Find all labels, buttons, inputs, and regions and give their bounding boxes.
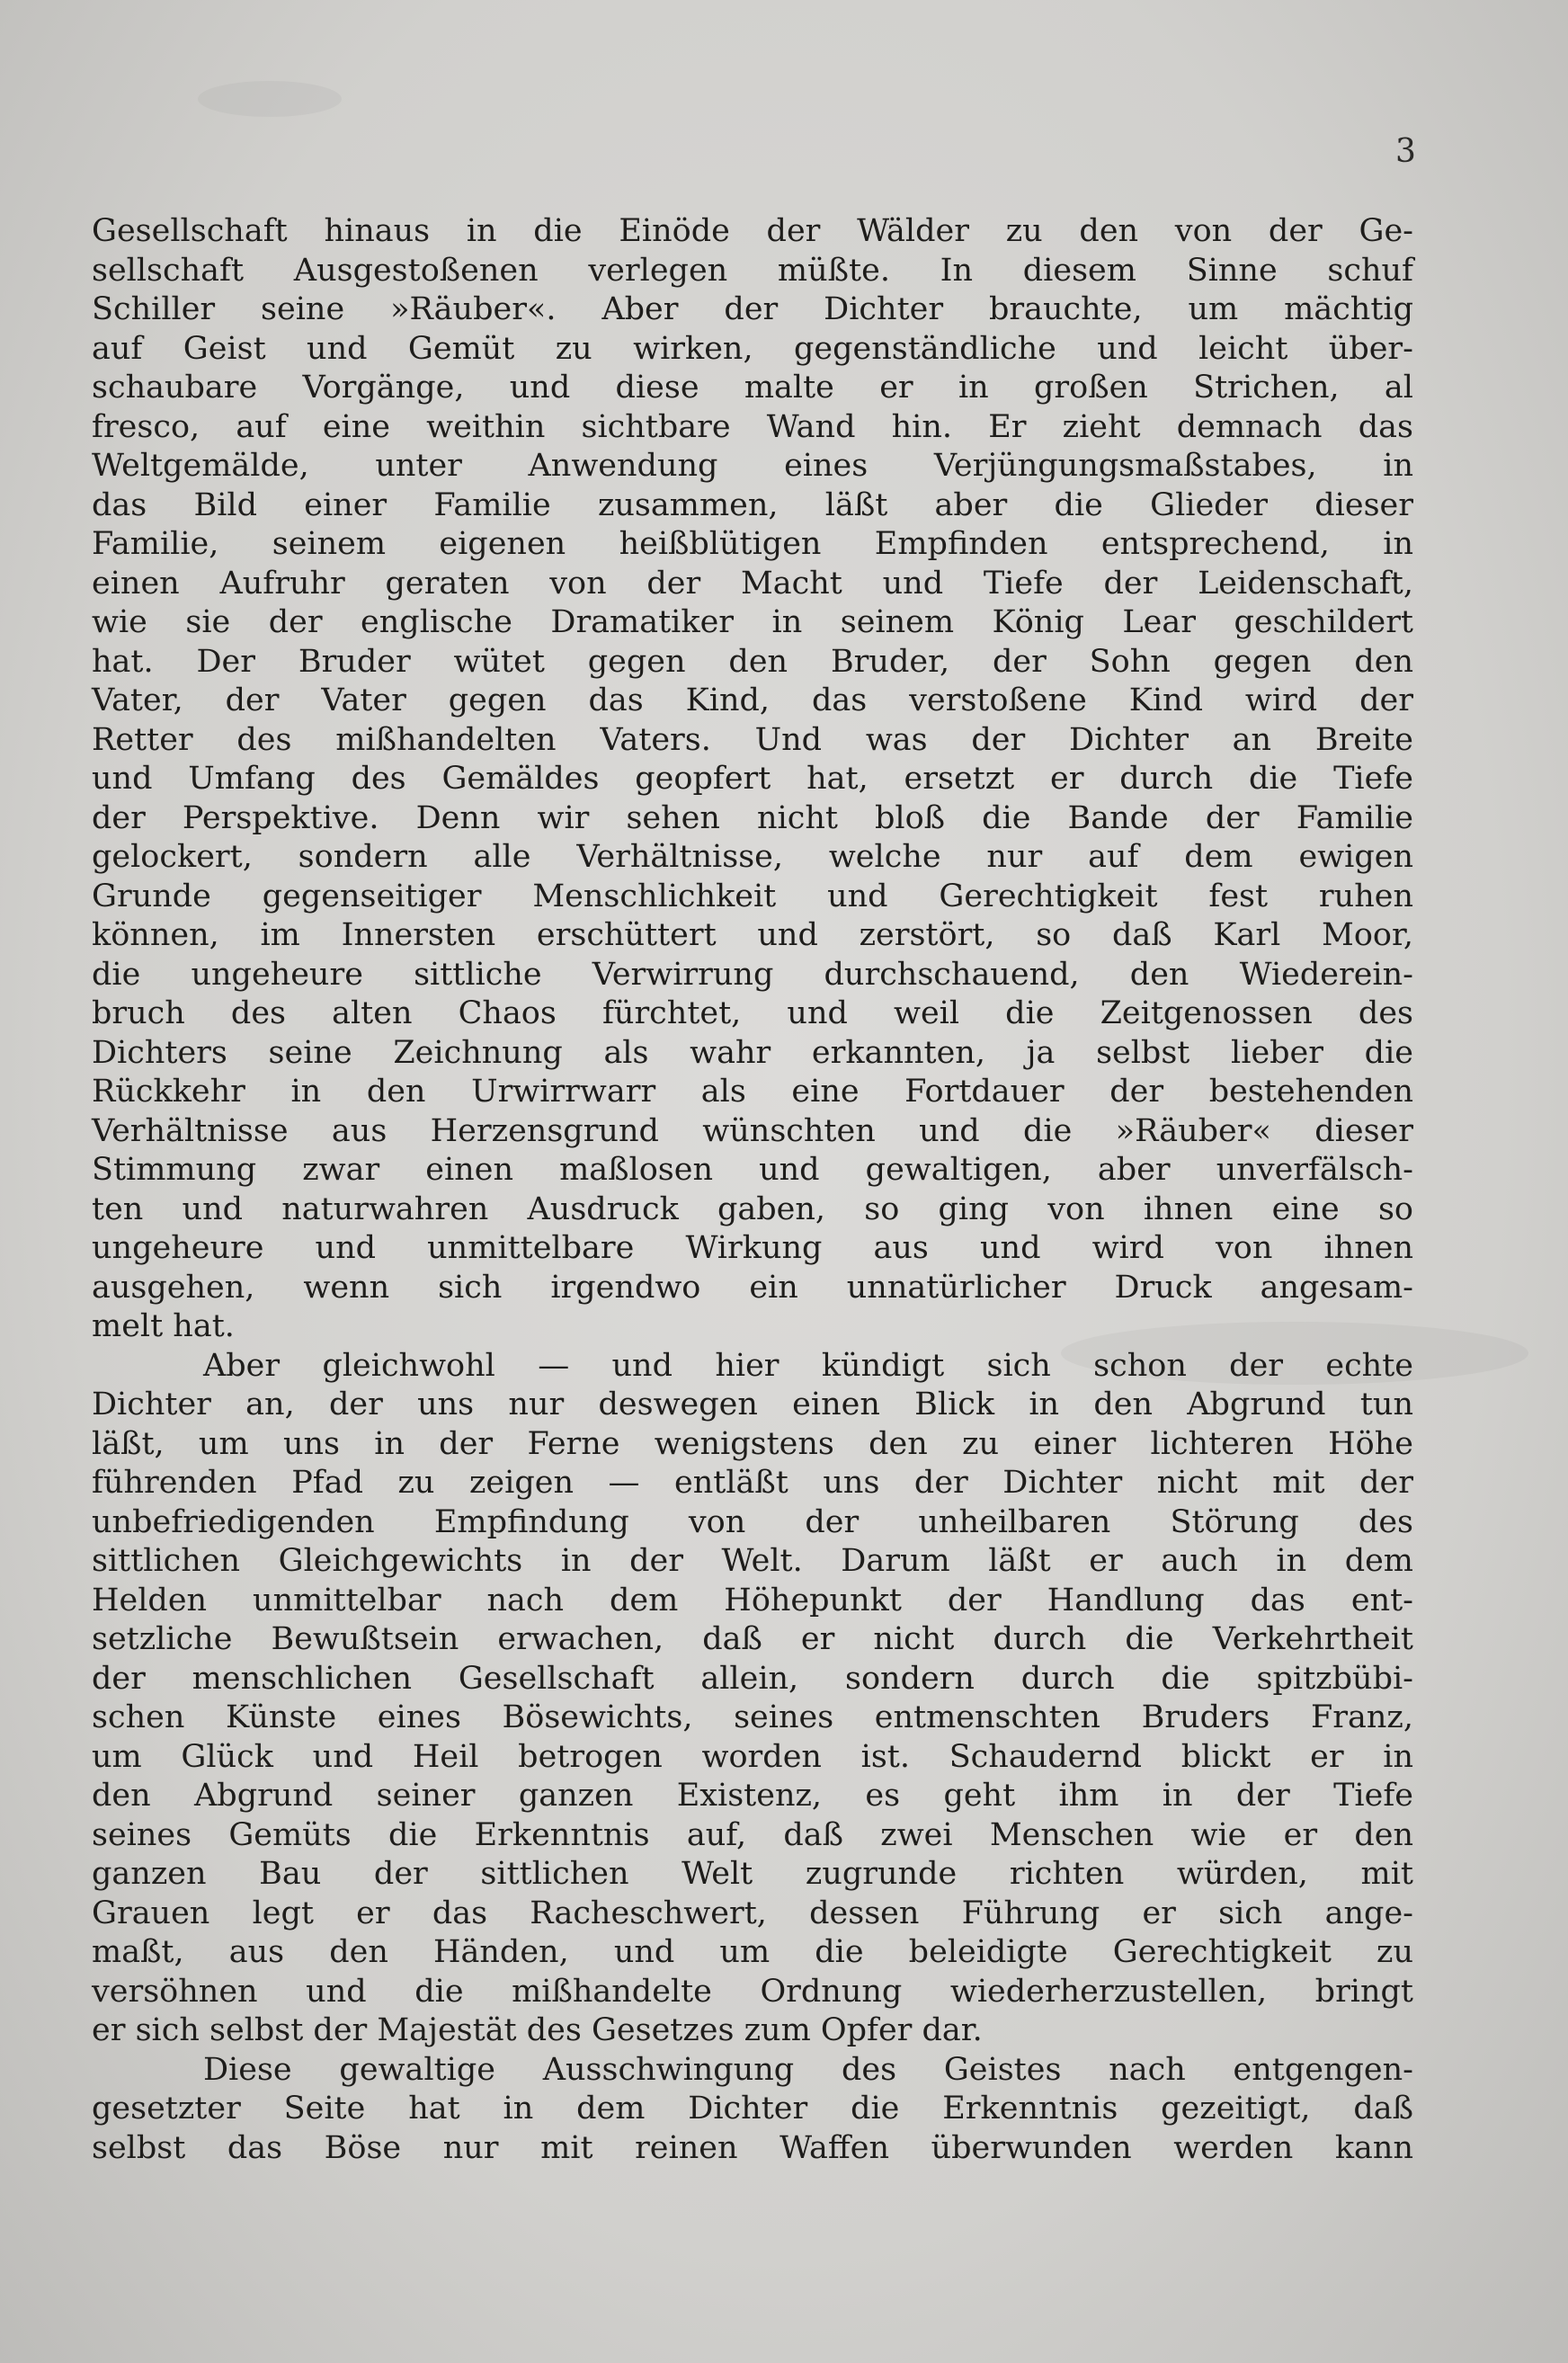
text-line: Vater, der Vater gegen das Kind, das verstoßene Kind wird der xyxy=(92,682,1413,718)
text-line: melt hat. xyxy=(92,1308,235,1344)
page-number: 3 xyxy=(1395,133,1416,170)
text-line: gesetzter Seite hat in dem Dichter die Erkenntnis gezeitigt, daß xyxy=(92,2091,1413,2127)
text-line: ungeheure und unmittelbare Wirkung aus und wird von ihnen xyxy=(92,1230,1413,1266)
text-line: der menschlichen Gesellschaft allein, sondern durch die spitzbübi- xyxy=(92,1660,1413,1697)
text-line: Gesellschaft hinaus in die Einöde der Wälder zu den von der Ge- xyxy=(92,213,1413,249)
text-line: gelockert, sondern alle Verhältnisse, welche nur auf dem ewigen xyxy=(92,839,1413,875)
text-line: das Bild einer Familie zusammen, läßt aber die Glieder dieser xyxy=(92,486,1413,523)
text-line: Verhältnisse aus Herzensgrund wünschten und die »Räuber« dieser xyxy=(92,1112,1413,1149)
text-line: schen Künste eines Bösewichts, seines entmenschten Bruders Franz, xyxy=(92,1699,1413,1735)
text-line: Grauen legt er das Racheschwert, dessen Führung er sich ange- xyxy=(92,1895,1413,1931)
text-line: seines Gemüts die Erkenntnis auf, daß zwei Menschen wie er den xyxy=(92,1816,1413,1853)
text-line: sellschaft Ausgestoßenen verlegen müßte. In diesem Sinne schuf xyxy=(92,252,1413,289)
text-line: um Glück und Heil betrogen worden ist. Schaudernd blickt er in xyxy=(92,1738,1413,1775)
text-line: die ungeheure sittliche Verwirrung durchschauend, den Wiederein- xyxy=(92,956,1413,993)
text-line: der Perspektive. Denn wir sehen nicht bloß die Bande der Familie xyxy=(92,799,1413,836)
text-line: sittlichen Gleichgewichts in der Welt. Darum läßt er auch in dem xyxy=(92,1543,1413,1579)
text-line: versöhnen und die mißhandelte Ordnung wiederherzustellen, bringt xyxy=(92,1973,1413,2010)
text-line: können, im Innersten erschüttert und zerstört, so daß Karl Moor, xyxy=(92,917,1413,953)
page-stain xyxy=(198,81,342,117)
text-line: führenden Pfad zu zeigen — entläßt uns der Dichter nicht mit der xyxy=(92,1465,1413,1501)
text-line: Retter des mißhandelten Vaters. Und was der Dichter an Breite xyxy=(92,721,1413,758)
text-line: Schiller seine »Räuber«. Aber der Dichter brauchte, um mächtig xyxy=(92,291,1413,327)
paragraph-1 xyxy=(92,212,1413,1347)
text-line: unbefriedigenden Empfindung von der unheilbaren Störung des xyxy=(92,1503,1413,1540)
body-text xyxy=(92,212,1413,2168)
text-line: ten und naturwahren Ausdruck gaben, so ging von ihnen eine so xyxy=(92,1190,1413,1227)
text-line: läßt, um uns in der Ferne wenigstens den zu einer lichteren Höhe xyxy=(92,1425,1413,1462)
text-line: wie sie der englische Dramatiker in seinem König Lear geschildert xyxy=(92,604,1413,640)
text-line: Grunde gegenseitiger Menschlichkeit und Gerechtigkeit fest ruhen xyxy=(92,878,1413,914)
text-line: Familie, seinem eigenen heißblütigen Empfinden entsprechend, in xyxy=(92,526,1413,562)
text-line: Stimmung zwar einen maßlosen und gewaltigen, aber unverfälsch- xyxy=(92,1152,1413,1188)
text-line: Helden unmittelbar nach dem Höhepunkt der Handlung das ent- xyxy=(92,1582,1413,1618)
text-line: Rückkehr in den Urwirrwarr als eine Fortdauer der bestehenden xyxy=(92,1074,1413,1110)
paragraph-3 xyxy=(92,2051,1413,2169)
text-line: den Abgrund seiner ganzen Existenz, es geht ihm in der Tiefe xyxy=(92,1778,1413,1814)
text-line: einen Aufruhr geraten von der Macht und Tiefe der Leidenschaft, xyxy=(92,565,1413,602)
text-line: er sich selbst der Majestät des Gesetzes zum Opfer dar. xyxy=(92,2012,983,2048)
text-line: setzliche Bewußtsein erwachen, daß er nicht durch die Verkehrtheit xyxy=(92,1621,1413,1657)
text-line: fresco, auf eine weithin sichtbare Wand hin. Er zieht demnach das xyxy=(92,408,1413,445)
text-line: Weltgemälde, unter Anwendung eines Verjüngungsmaßstabes, in xyxy=(92,448,1413,484)
text-line: Dichter an, der uns nur deswegen einen Blick in den Abgrund tun xyxy=(92,1387,1413,1422)
text-line: auf Geist und Gemüt zu wirken, gegenständliche und leicht über- xyxy=(92,330,1413,367)
paragraph-2 xyxy=(92,1347,1413,2051)
text-line: ganzen Bau der sittlichen Welt zugrunde richten würden, mit xyxy=(92,1856,1413,1892)
text-line: Aber gleichwohl — und hier kündigt sich schon der echte xyxy=(203,1347,1413,1384)
text-line: hat. Der Bruder wütet gegen den Bruder, der Sohn gegen den xyxy=(92,643,1413,680)
text-line: ausgehen, wenn sich irgendwo ein unnatürlicher Druck angesam- xyxy=(92,1269,1413,1306)
text-line: Diese gewaltige Ausschwingung des Geistes nach entgengen- xyxy=(203,2051,1413,2088)
text-line: selbst das Böse nur mit reinen Waffen überwunden werden kann xyxy=(92,2129,1413,2166)
text-line: maßt, aus den Händen, und um die beleidigte Gerechtigkeit zu xyxy=(92,1934,1413,1970)
text-line: Dichters seine Zeichnung als wahr erkannten, ja selbst lieber die xyxy=(92,1034,1413,1071)
text-line: bruch des alten Chaos fürchtet, und weil die Zeitgenossen des xyxy=(92,995,1413,1031)
text-line: schaubare Vorgänge, und diese malte er in großen Strichen, al xyxy=(92,370,1413,406)
text-line: und Umfang des Gemäldes geopfert hat, ersetzt er durch die Tiefe xyxy=(92,761,1413,797)
